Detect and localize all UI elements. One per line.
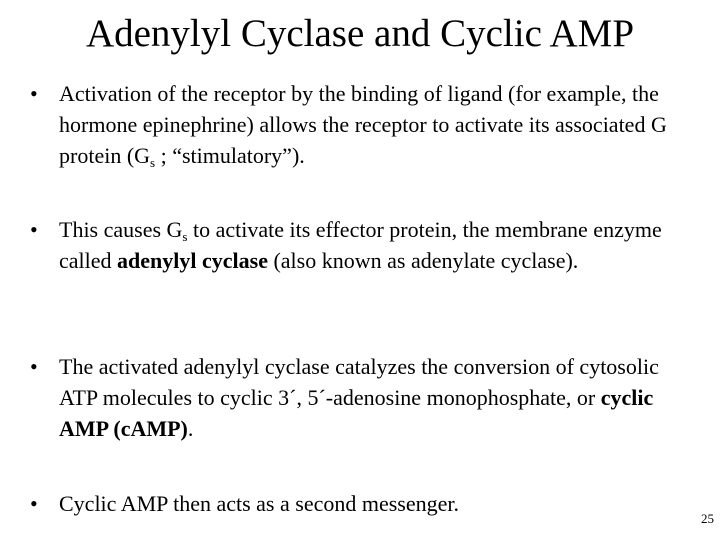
bullet-dot: • [30, 354, 38, 379]
bullet-dot: • [30, 491, 38, 516]
bullet-item-camp-conversion [30, 351, 690, 444]
bullet-item-second-messenger [30, 488, 690, 519]
bullet-text-segment: This causes G [59, 217, 183, 242]
bullet-text [59, 214, 690, 276]
slide-title: Adenylyl Cyclase and Cyclic AMP [85, 12, 635, 55]
bullet-text-segment: ; “stimulatory”). [155, 143, 305, 168]
bullet-text-segment: (also known as adenylate cyclase). [267, 248, 579, 273]
bullet-dot: • [30, 81, 38, 106]
bullet-text [59, 351, 690, 444]
bullet-text-segment: The activated adenylyl cyclase catalyzes the conversion of cytosolic ATP molecules to cyclic 3´, 5´-adenosine monophosphate, or [59, 354, 659, 410]
bullet-text [59, 488, 690, 519]
bullet-text-segment: . [187, 416, 194, 441]
bullet-item-receptor-activation [30, 78, 690, 171]
bullet-text-segment: Cyclic AMP then acts as a second messenger. [59, 491, 459, 516]
subscript-s: s [182, 229, 188, 244]
page-number: 25 [701, 511, 714, 526]
bullet-text [59, 78, 690, 171]
bold-term-cyclic-amp: cyclic AMP (cAMP) [59, 385, 654, 441]
bullet-text-segment: Activation of the receptor by the binding of ligand (for example, the hormone epinephrine) allows the receptor to activate its associated G protein (G [59, 81, 667, 168]
subscript-s: s [150, 155, 156, 170]
bullet-text-segment: to activate its effector protein, the membrane enzyme called [59, 217, 662, 273]
bold-term-adenylyl-cyclase: adenylyl cyclase [117, 248, 268, 273]
bullet-item-gs-activation [30, 214, 690, 276]
bullet-dot: • [30, 217, 38, 242]
